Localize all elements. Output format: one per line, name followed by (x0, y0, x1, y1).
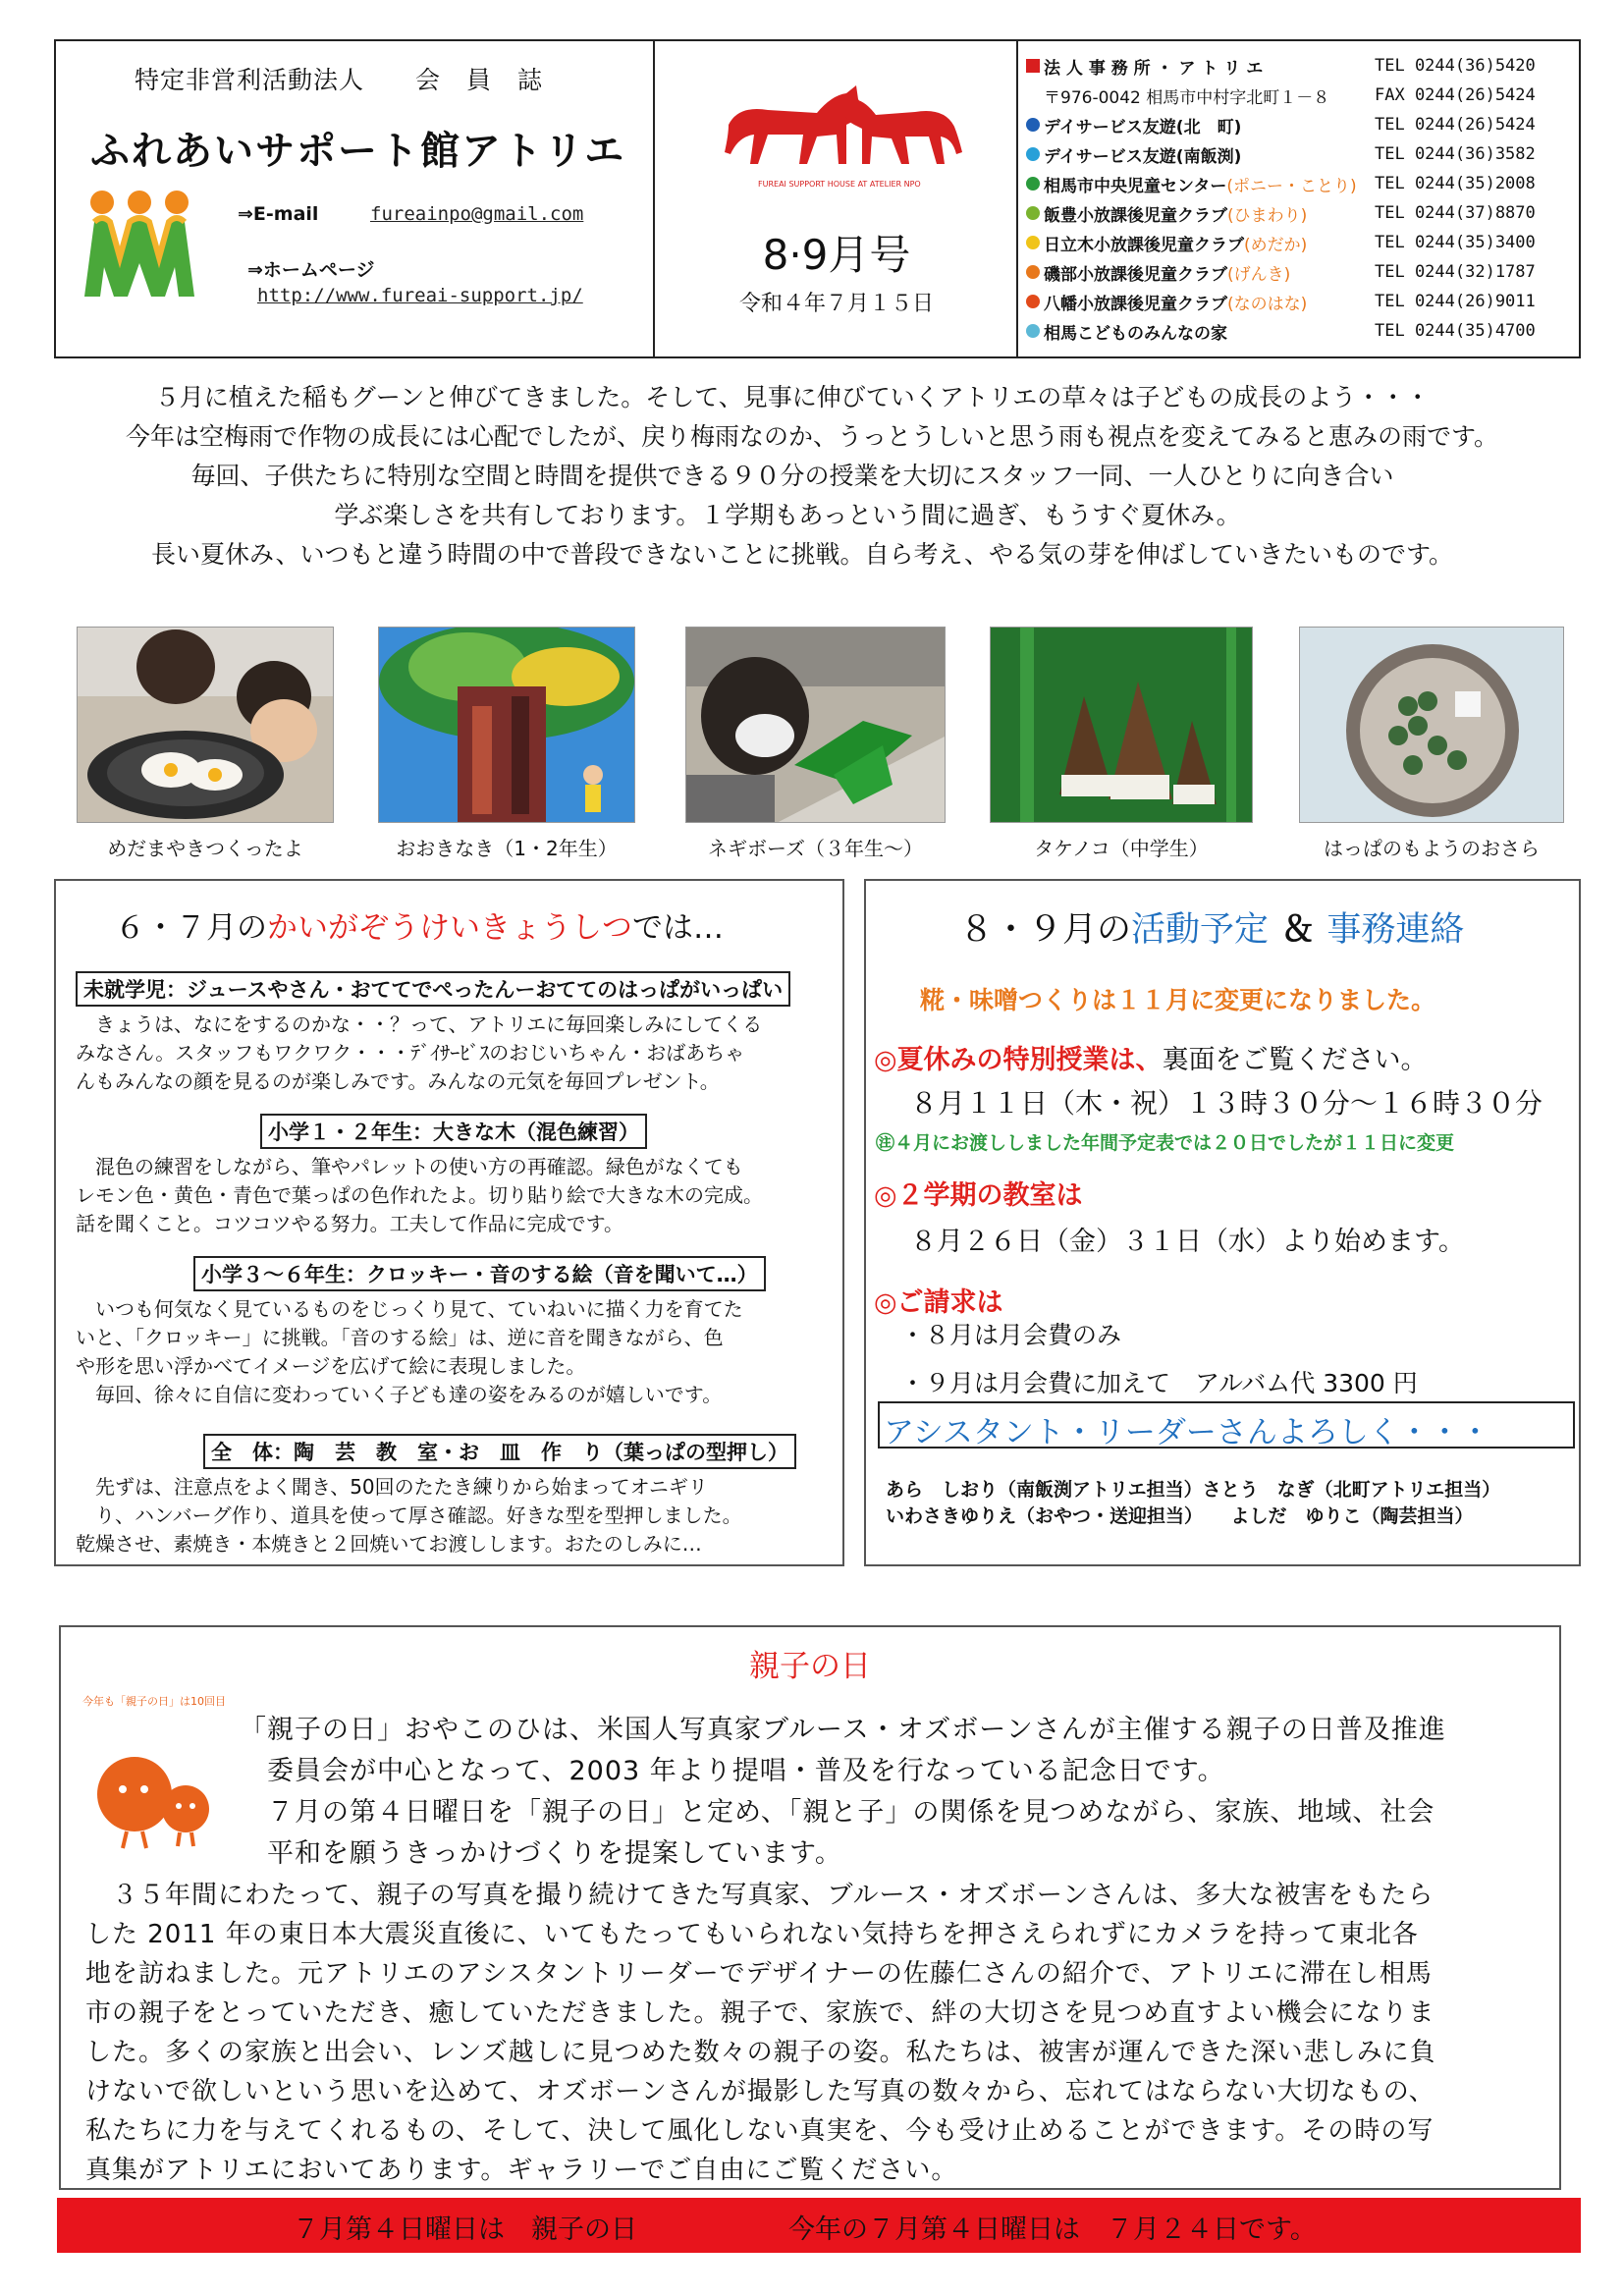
people-logo-icon (81, 189, 198, 336)
contact-name: 法 人 事 務 所 ・ ア ト リ エ (1044, 58, 1264, 79)
oyako-line: 「親子の日」おやこのひは、米国人写真家ブルース・オズボーンさんが主催する親子の日普及推進 (240, 1715, 1446, 1745)
section-heading: 小学１・２年生：大きな木（混色練習） (260, 1114, 647, 1149)
koji-notice: 糀・味噌つくりは１１月に変更になりました。 (920, 986, 1436, 1014)
email-label: ⇒E-mail (238, 203, 319, 225)
report-section (76, 1256, 832, 1409)
footer-right: 今年の７月第４日曜日は ７月２４日です。 (788, 2214, 1317, 2245)
intro-line: ５月に植えた稲もグーンと伸びてきました。そして、見事に伸びていくアトリエの草々は子どもの成長のよう・・・ (154, 383, 1431, 411)
contact-row (1026, 139, 1576, 169)
contact-tel: TEL 0244(26)5424 (1375, 115, 1536, 135)
issue-date: 令和４年７月１５日 (738, 292, 934, 316)
intro-line: 今年は空梅雨で作物の成長には心配でしたが、戻り梅雨なのか、うっとうしいと思う雨も視点を変えてみると恵みの雨です。 (125, 422, 1498, 451)
masthead (54, 39, 1581, 358)
photo-leaf-plate (1299, 627, 1564, 823)
contact-tel: TEL 0244(37)8870 (1375, 203, 1536, 223)
contact-row (1026, 81, 1576, 110)
homepage-label: ⇒ホームページ (247, 259, 375, 281)
contact-tel: TEL 0244(32)1787 (1375, 262, 1536, 282)
contact-name: 〒976-0042 相馬市中村字北町１－８ (1044, 87, 1330, 108)
schedule-title (959, 902, 1464, 952)
intro-line: 長い夏休み、いつもと違う時間の中で普段できないことに挑戦。自ら考え、やる気の芽を伸ばしていきたいものです。 (150, 540, 1453, 569)
contact-row (1026, 198, 1576, 228)
org-type: 特定非営利活動法人 会 員 誌 (135, 66, 544, 94)
oyako-line: けないで欲しいという思いを込めて、オズボーンさんが撮影した写真の数々から、忘れてはならない大切なもの、 (85, 2077, 1435, 2106)
contact-name: 相馬こどものみんなの家 (1044, 323, 1227, 344)
contact-nickname: (ポニー・ことり) (1226, 176, 1357, 196)
section-heading: 小学３～６年生：クロッキー・音のする絵（音を聞いて…） (193, 1256, 766, 1291)
oyako-line: 市の親子をとっていただき、癒していただきました。親子で、家族で、絆の大切さを見つめ直すよい機会になりま (85, 1998, 1435, 2028)
summer-class-note: ㊟４月にお渡ししました年間予定表では２０日でしたが１１日に変更 (876, 1132, 1455, 1154)
horse-logo (709, 66, 964, 198)
photo-caption: ネギボーズ（３年生～） (708, 837, 923, 860)
section-heading: 未就学児：ジュースやさん・おててでぺったんーおててのはっぱがいっぱい (76, 971, 790, 1007)
section-heading: 全 体：陶 芸 教 室・お 皿 作 り（葉っぱの型押し） (203, 1434, 796, 1469)
intro-line: 学ぶ楽しさを共有しております。１学期もあっという間に過ぎ、もうすぐ夏休み。 (334, 501, 1241, 529)
classroom-report (54, 879, 844, 1566)
email-link[interactable]: fureainpo@gmail.com (370, 203, 584, 225)
schedule-box (864, 879, 1581, 1566)
second-term-head: ◎２学期の教室は (874, 1180, 1083, 1211)
report-title (115, 902, 724, 947)
circle-bullet-icon (1026, 177, 1040, 191)
contact-tel: FAX 0244(26)5424 (1375, 85, 1536, 105)
summer-class (874, 1038, 1428, 1076)
contact-row (1026, 169, 1576, 198)
schedule-title-amp: ＆ (1269, 910, 1327, 950)
circle-bullet-icon (1026, 147, 1040, 161)
photo-caption: めだまやきつくったよ (107, 837, 303, 860)
oyako-line: した。多くの家族と出会い、レンズ越しに見つめた数々の親子の姿。私たちは、被害が運んできた深い悲しみに負 (85, 2038, 1436, 2067)
contact-name: デイサービス友遊(南飯渕) (1044, 146, 1242, 167)
oyako-title: 親子の日 (749, 1649, 871, 1684)
text-line: レモン色・黄色・青色で葉っぱの色作れたよ。切り貼り絵で大きな木の完成。 (76, 1183, 763, 1207)
circle-bullet-icon (1026, 324, 1040, 338)
text-line: 話を聞くこと。コツコツやる努力。工夫して作品に完成です。 (76, 1212, 623, 1235)
contact-row (1026, 228, 1576, 257)
contact-tel: TEL 0244(35)3400 (1375, 233, 1536, 252)
assistant-banner: アシスタント・リーダーさんよろしく・・・ (878, 1401, 1575, 1449)
section-text (76, 1153, 832, 1238)
contact-name: デイサービス友遊(北 町) (1044, 117, 1242, 137)
text-line: んもみんなの顔を見るのが楽しみです。みんなの元気を毎回プレゼント。 (76, 1069, 720, 1093)
circle-bullet-icon (1026, 118, 1040, 132)
assistant-names-2: いわさきゆりえ（おやつ・送迎担当） よしだ ゆりこ（陶芸担当） (886, 1505, 1474, 1527)
contact-tel: TEL 0244(26)9011 (1375, 292, 1536, 311)
assistant-names-1: あら しおり（南飯渕アトリエ担当）さとう なぎ（北町アトリエ担当） (886, 1479, 1501, 1501)
contact-row (1026, 287, 1576, 316)
oyako-line: した 2011 年の東日本大震災直後に、いてもたってもいられない気持ちを押さえられずにカメラを持って東北各 (85, 1920, 1419, 1949)
contact-row (1026, 51, 1576, 81)
photo-caption: はっぱのもようのおさら (1324, 837, 1540, 860)
section-text (76, 1473, 832, 1558)
contact-nickname: (ひまわり) (1227, 205, 1308, 226)
contact-tel: TEL 0244(35)4700 (1375, 321, 1536, 341)
oyako-line: 私たちに力を与えてくれるもの、そして、決して風化しない真実を、今も受け止めることができます。その時の写 (85, 2116, 1435, 2146)
fried-egg-photo-icon (78, 628, 334, 823)
text-line: や形を思い浮かべてイメージを広げて絵に表現しました。 (76, 1354, 586, 1378)
contact-tel: TEL 0244(36)5420 (1375, 56, 1536, 76)
contact-row (1026, 110, 1576, 139)
oyako-logo-icon (76, 1691, 233, 1858)
oyako-story (85, 1875, 1436, 2189)
summer-class-rest: 裏面をご覧ください。 (1162, 1045, 1428, 1075)
section-text (76, 1011, 832, 1096)
contact-name: 相馬市中央児童センター (1044, 176, 1227, 196)
section-text (76, 1295, 832, 1409)
circle-bullet-icon (1026, 88, 1040, 102)
schedule-title-b: 事務連絡 (1326, 910, 1465, 950)
issue-number: 8·9月号 (762, 231, 911, 279)
photo-fried-egg (77, 627, 334, 823)
oyako-line: 平和を願うきっかけづくりを提案しています。 (267, 1838, 842, 1869)
photo-strip (77, 627, 1569, 862)
intro-line: 毎回、子供たちに特別な空間と時間を提供できる９０分の授業を大切にスタッフ一同、一人ひとりに向き合い (190, 462, 1394, 490)
summer-class-head: ◎夏休みの特別授業は、 (874, 1045, 1163, 1075)
photo-caption: おおきなき（1・2年生） (396, 837, 618, 860)
report-title-post: では… (632, 910, 724, 946)
homepage-link[interactable]: http://www.fureai-support.jp/ (257, 285, 583, 306)
contact-tel: TEL 0244(35)2008 (1375, 174, 1536, 193)
photo-bamboo-shoot (990, 627, 1253, 823)
contact-name: 飯豊小放課後児童クラブ (1044, 205, 1227, 226)
report-section (76, 1114, 832, 1238)
square-bullet-icon (1026, 59, 1040, 73)
report-title-pre: ６・７月の (115, 910, 267, 946)
contact-name: 日立木小放課後児童クラブ (1044, 235, 1244, 255)
report-section (76, 971, 832, 1096)
billing-august: ・８月は月会費のみ (900, 1321, 1122, 1349)
photo-caption: タケノコ（中学生） (1034, 837, 1209, 860)
text-line: いつも何気なく見ているものをじっくり見て、ていねいに描く力を育てた (76, 1297, 743, 1321)
text-line: り、ハンバーグ作り、道具を使って厚さ確認。好きな型を型押しました。 (76, 1503, 742, 1527)
big-tree-photo-icon (379, 628, 635, 823)
footer-left: ７月第４日曜日は 親子の日 (293, 2214, 637, 2245)
oyako-intro (240, 1708, 1446, 1873)
schedule-title-pre: ８・９月の (959, 910, 1132, 950)
oyako-line: ７月の第４日曜日を「親子の日」と定め、「親と子」の関係を見つめながら、家族、地域、社会 (267, 1797, 1435, 1828)
org-logo (81, 189, 198, 336)
text-line: 毎回、徐々に自信に変わっていく子ども達の姿をみるのが嬉しいです。 (76, 1383, 723, 1406)
circle-bullet-icon (1026, 295, 1040, 308)
contact-list (1018, 41, 1579, 356)
report-section (76, 1434, 832, 1558)
billing-september: ・９月は月会費に加えて アルバム代 3300 円 (900, 1369, 1418, 1397)
oyako-logo (76, 1691, 233, 1858)
photo-negi-bozu (685, 627, 946, 823)
text-line: 混色の練習をしながら、筆やパレットの使い方の再確認。緑色がなくても (76, 1155, 743, 1178)
oyako-line: 地を訪ねました。元アトリエのアシスタントリーダーでデザイナーの佐藤仁さんの紹介で、アトリエに滞在し相馬 (85, 1959, 1433, 1989)
org-name: ふれあいサポート館アトリエ (90, 129, 626, 174)
masthead-issue-block (655, 41, 1018, 356)
masthead-title-block (56, 41, 655, 356)
text-line: みなさん。スタッフもワクワク・・・ﾃﾞｲｻｰﾋﾞｽのおじいちゃん・おばあちゃ (76, 1041, 745, 1065)
contact-row (1026, 257, 1576, 287)
oyako-line: ３５年間にわたって、親子の写真を撮り続けてきた写真家、ブルース・オズボーンさんは、多大な被害をもたら (85, 1881, 1435, 1910)
horse-logo-caption: FUREAI SUPPORT HOUSE AT ATELIER NPO (758, 180, 921, 189)
text-line: きょうは、なにをするのかな・・？って、アトリエに毎回楽しみにしてくる (76, 1012, 763, 1036)
circle-bullet-icon (1026, 206, 1040, 220)
schedule-title-a: 活動予定 (1131, 910, 1270, 950)
footer-bar (57, 2198, 1581, 2253)
contact-name: 磯部小放課後児童クラブ (1044, 264, 1227, 285)
text-line: 先ずは、注意点をよく聞き、50回のたたき練りから始まってオニギリ (76, 1475, 708, 1499)
contact-row (1026, 316, 1576, 346)
bamboo-shoot-photo-icon (991, 628, 1253, 823)
contact-name: 八幡小放課後児童クラブ (1044, 294, 1227, 314)
circle-bullet-icon (1026, 265, 1040, 279)
contact-tel: TEL 0244(36)3582 (1375, 144, 1536, 164)
oyako-logo-text: 今年も「親子の日」は10回目 (82, 1695, 226, 1708)
text-line: 乾燥させ、素焼き・本焼きと２回焼いてお渡しします。おたのしみに… (76, 1532, 702, 1556)
second-term-date: ８月２６日（金）３１日（水）より始めます。 (910, 1227, 1465, 1257)
contact-nickname: (なのはな) (1227, 294, 1308, 314)
billing-head: ◎ご請求は (874, 1287, 1003, 1318)
oyako-line: 真集がアトリエにおいてあります。ギャラリーでご自由にご覧ください。 (85, 2156, 958, 2185)
oyako-day-box (59, 1625, 1561, 2190)
horses-logo-icon (709, 66, 964, 198)
leaf-plate-photo-icon (1300, 628, 1564, 823)
oyako-line: 委員会が中心となって、2003 年より提唱・普及を行なっている記念日です。 (267, 1756, 1225, 1786)
contact-nickname: (げんき) (1227, 264, 1291, 285)
summer-class-date: ８月１１日（木・祝）１３時３０分～１６時３０分 (910, 1087, 1543, 1120)
negi-bozu-photo-icon (686, 628, 946, 823)
photo-big-tree (378, 627, 635, 823)
report-title-emphasis: かいがぞうけいきょうしつ (267, 910, 632, 946)
text-line: いと、「クロッキー」に挑戦。「音のする絵」は、逆に音を聞きながら、色 (76, 1326, 724, 1349)
contact-nickname: (めだか) (1244, 235, 1308, 255)
circle-bullet-icon (1026, 236, 1040, 249)
